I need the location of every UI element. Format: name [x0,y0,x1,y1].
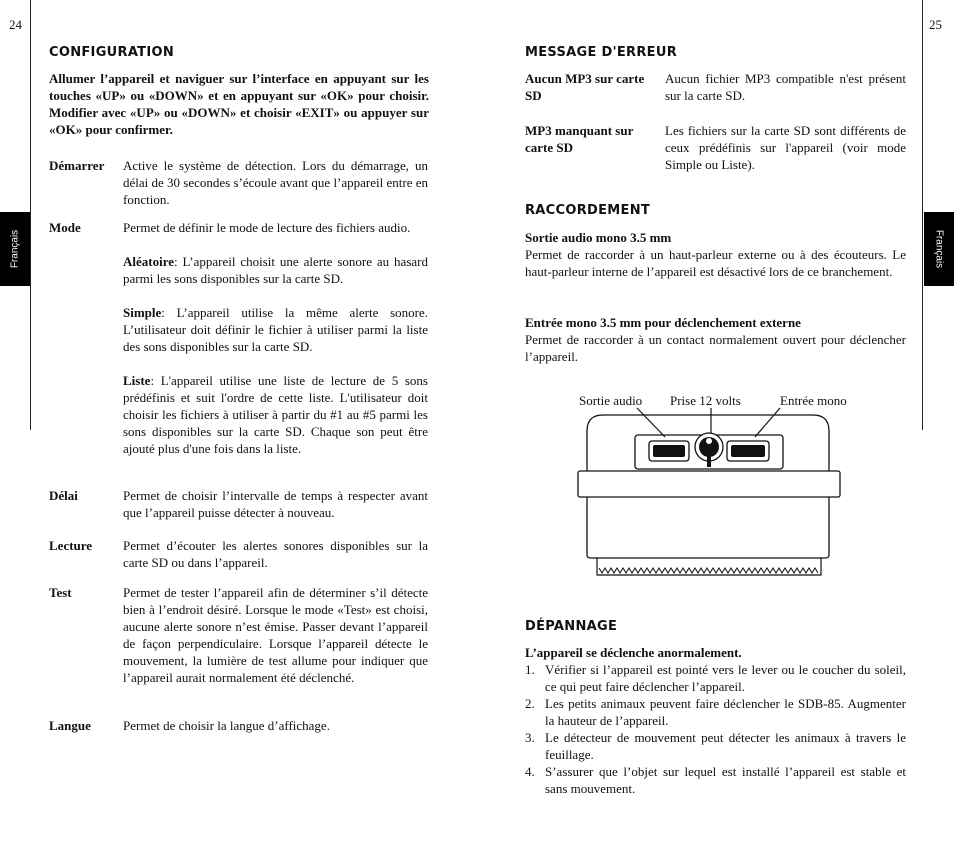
mode-option-aleatoire-text: : L’appareil choisit une alerte sonore au hasard parmi les sons disponibles sur la carte SD. [123,254,428,286]
troubleshooting-list [525,661,906,797]
list-item-number: 3. [525,730,535,745]
error-term-missing-mp3: MP3 manquant sur carte SD [525,123,634,155]
list-item-number: 2. [525,696,535,711]
configuration-heading: CONFIGURATION [49,45,175,60]
mode-description: Permet de définir le mode de lecture des fichiers audio. [123,220,411,235]
language-tab-right [924,212,954,286]
list-item-text: S’assurer que l’objet sur lequel est installé l’appareil est stable et sans mouvement. [545,764,906,796]
term-lecture: Lecture [49,538,93,553]
page-number-right: 25 [929,17,942,32]
mode-option-liste-name: Liste [123,373,151,388]
troubleshooting-heading: DÉPANNAGE [525,619,618,634]
error-term-no-mp3: Aucun MP3 sur carte SD [525,71,645,103]
mode-option-simple-name: Simple [123,305,162,320]
error-def-no-mp3: Aucun fichier MP3 compatible n'est présent sur la carte SD. [665,71,906,103]
error-def-missing-mp3: Les fichiers sur la carte SD sont différents de ceux prédéfinis sur l'appareil (voir mode Simple ou Liste). [665,123,906,172]
list-item [525,729,906,763]
def-test: Permet de tester l’appareil afin de déterminer s’il détecte bien à l’endroit désiré. Lorsque le mode «Test» est choisi, aucune alerte sonore n’est émise. Passer devant l’appareil de façon perpendiculaire. Lorsque l’appareil détecte le mouvement, la lumière de test allume pour indiquer que l’appareil aurait normalement été déclenché. [123,585,428,685]
mode-option-simple [123,304,428,355]
language-tab-left-label: Français [9,229,21,269]
list-item [525,695,906,729]
list-item-number: 4. [525,764,535,779]
trigger-input-heading: Entrée mono 3.5 mm pour déclenchement externe [525,315,801,330]
def-mode [123,219,428,457]
configuration-intro: Allumer l’appareil et naviguer sur l’interface en appuyant sur les touches «UP» ou «DOWN» et en appuyant sur «OK» pour choisir. Modifier avec «UP» ou «DOWN» et choisir «EXIT» ou appuyer sur «OK» pour confirmer. [49,71,429,137]
mode-option-simple-text: : L’appareil utilise la même alerte sonore. L’utilisateur doit définir le fichier à utiliser parmi la liste des sons disponibles sur la carte SD. [123,305,428,354]
device-ledge [578,471,840,497]
error-message-heading: MESSAGE D'ERREUR [525,45,678,60]
def-delai: Permet de choisir l’intervalle de temps à respecter avant que l’appareil puisse détecter à nouveau. [123,488,428,520]
term-test: Test [49,585,72,600]
language-tab-right-label: Français [933,229,945,269]
troubleshooting-subheading: L’appareil se déclenche anormalement. [525,645,742,660]
term-delai: Délai [49,488,78,503]
list-item-number: 1. [525,662,535,677]
right-margin-line [922,0,923,430]
diagram-label-power: Prise 12 volts [670,393,741,408]
page-number-left: 24 [9,17,22,32]
trigger-input-text: Permet de raccorder à un contact normalement ouvert pour déclencher l’appareil. [525,332,906,364]
term-demarrer: Démarrer [49,158,105,173]
audio-output-text: Permet de raccorder à un haut-parleur externe ou à des écouteurs. Le haut-parleur interne de l’appareil est désactivé lors de ce branchement. [525,247,906,279]
diagram-label-mono-in: Entrée mono [780,393,847,408]
def-demarrer: Active le système de détection. Lors du démarrage, un délai de 30 secondes s’écoule avant que l’appareil entre en fonction. [123,158,428,207]
list-item [525,661,906,695]
list-item-text: Les petits animaux peuvent faire déclencher le SDB-85. Augmenter la hauteur de l’appareil. [545,696,906,728]
list-item-text: Le détecteur de mouvement peut détecter les animaux à travers le feuillage. [545,730,906,762]
mode-option-aleatoire-name: Aléatoire [123,254,175,269]
mode-option-liste-text: : L'appareil utilise une liste de lecture de 5 sons prédéfinis et suit l'ordre de cette liste. L'utilisateur doit choisir les fichiers à utiliser à partir du #1 au #5 parmi les sons disponibles sur la carte SD. Chaque son peut être ajouté plus d'une fois dans la liste. [123,373,428,456]
mode-option-aleatoire [123,253,428,287]
list-item [525,763,906,797]
left-margin-line [30,0,31,430]
term-langue: Langue [49,718,91,733]
def-langue: Permet de choisir la langue d’affichage. [123,718,330,733]
term-mode: Mode [49,220,81,235]
language-tab-left [0,212,30,286]
connection-heading: RACCORDEMENT [525,203,651,218]
diagram-label-audio-out: Sortie audio [579,393,643,408]
connection-diagram [575,405,855,580]
list-item-text: Vérifier si l’appareil est pointé vers le lever ou le coucher du soleil, ce qui peut faire déclencher l’appareil. [545,662,906,694]
def-lecture: Permet d’écouter les alertes sonores disponibles sur la carte SD ou dans l’appareil. [123,538,428,570]
mode-option-liste [123,372,428,457]
audio-output-heading: Sortie audio mono 3.5 mm [525,230,672,245]
